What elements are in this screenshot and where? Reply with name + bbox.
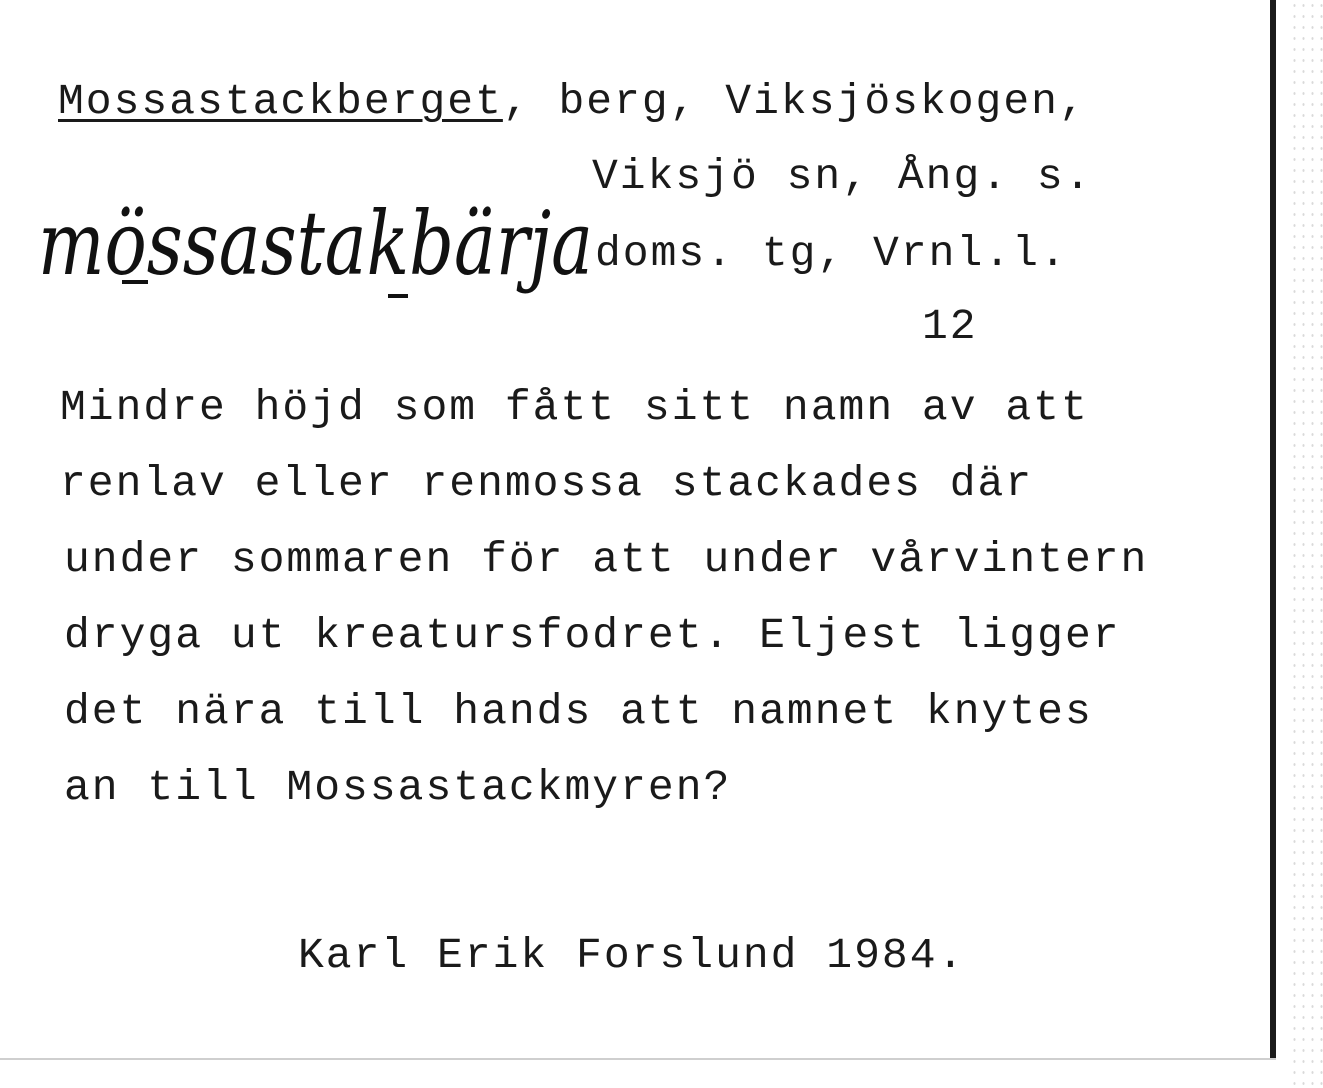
body-line-1: Mindre höjd som fått sitt namn av att [60,383,1089,432]
headword: Mossastackberget [58,77,503,126]
signature: Karl Erik Forslund 1984. [298,931,966,980]
body-line-6: an till Mossastackmyren? [64,763,732,812]
scan-margin-texture [1290,0,1323,1088]
card-right-edge [1270,0,1276,1060]
handwriting-text: mössastakbärja [38,192,593,295]
handwritten-dialect-form [30,188,605,318]
header-line-4: 12 [922,302,978,351]
body-line-4: dryga ut kreatursfodret. Eljest ligger [64,611,1121,660]
body-line-5: det nära till hands att namnet knytes [64,687,1093,736]
header-line-2: Viksjö sn, Ång. s. [592,152,1093,201]
handwriting-svg [30,188,605,318]
body-line-2: renlav eller renmossa stackades där [60,459,1034,508]
header-line-1 [58,77,1087,126]
body-line-3: under sommaren för att under vårvintern [64,535,1149,584]
header-line-1-rest: , berg, Viksjöskogen, [502,77,1087,126]
card-bottom-edge [0,1058,1276,1060]
header-line-3: doms. tg, Vrnl.l. [595,229,1068,278]
